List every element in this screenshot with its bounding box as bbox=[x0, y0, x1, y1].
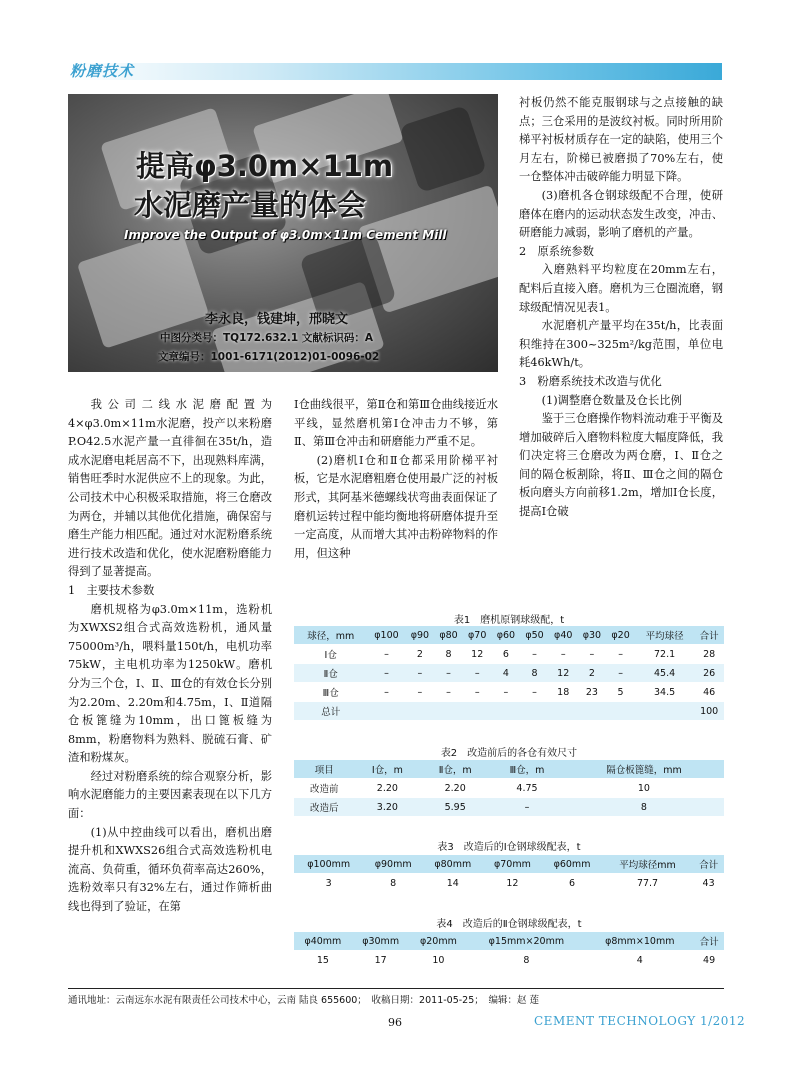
table-cell: 总计 bbox=[294, 702, 367, 721]
right-column-top bbox=[519, 94, 723, 522]
table-cell: 17 bbox=[352, 951, 410, 970]
table-cell: 改造后 bbox=[294, 798, 354, 817]
table-cell: 8 bbox=[564, 798, 724, 817]
table-cell: 3.20 bbox=[354, 798, 420, 817]
table-header-cell: φ30mm bbox=[352, 932, 410, 951]
table-cell: – bbox=[606, 664, 635, 683]
table-header-cell: 隔仓板篦缝，mm bbox=[564, 760, 724, 779]
article-title-en: Improve the Output of φ3.0m×11m Cement Mill bbox=[124, 228, 447, 242]
table-header-cell: 平均球径 bbox=[635, 626, 694, 645]
header-bar bbox=[68, 63, 722, 80]
table-header-row bbox=[294, 626, 724, 645]
footer-divider bbox=[68, 988, 724, 989]
table-cell: 10 bbox=[564, 779, 724, 798]
table-cell: 46 bbox=[694, 683, 724, 702]
table-cell: 2 bbox=[406, 645, 435, 664]
table-cell: – bbox=[492, 683, 521, 702]
table-header-cell: φ20mm bbox=[410, 932, 468, 951]
article-number: 文章编号：1001-6171(2012)01-0096-02 bbox=[158, 351, 380, 363]
table-cell: 8 bbox=[434, 645, 463, 664]
article-title-line2: 水泥磨产量的体会 bbox=[134, 188, 367, 222]
footer-note: 通讯地址：云南远东水泥有限责任公司技术中心，云南 陆良 655600； 收稿日期：2011-05-25； 编辑：赵 莲 bbox=[68, 995, 540, 1006]
classification-code: 中图分类号：TQ172.632.1 文献标识码：A bbox=[160, 332, 373, 344]
table-row bbox=[294, 951, 724, 970]
table4 bbox=[294, 932, 724, 970]
table-header-cell: φ8mm×10mm bbox=[585, 932, 694, 951]
table-header-cell: φ30 bbox=[578, 626, 607, 645]
table-cell: 100 bbox=[694, 702, 724, 721]
table-row bbox=[294, 664, 724, 683]
table-cell: 45.4 bbox=[635, 664, 694, 683]
table-header-cell: φ60mm bbox=[542, 855, 602, 874]
table-cell: 12 bbox=[549, 664, 578, 683]
paragraph: 水泥磨机产量平均在35t/h，比表面积维持在300~325m²/kg范围，单位电耗46kWh/t。 bbox=[519, 319, 723, 370]
table-header-cell: φ20 bbox=[606, 626, 635, 645]
table-cell: – bbox=[406, 664, 435, 683]
table-cell: 23 bbox=[578, 683, 607, 702]
table-header-cell: Ⅱ仓，m bbox=[420, 760, 490, 779]
table-cell: 49 bbox=[694, 951, 724, 970]
table-header-cell: φ40 bbox=[549, 626, 578, 645]
table-cell: 5 bbox=[606, 683, 635, 702]
table-cell: Ⅲ仓 bbox=[294, 683, 367, 702]
table-row bbox=[294, 702, 724, 721]
table2-caption: 表2 改造前后的各仓有效尺寸 bbox=[440, 748, 578, 759]
table-header-cell: 合计 bbox=[694, 626, 724, 645]
section-heading: 3 粉磨系统技术改造与优化 bbox=[519, 374, 662, 388]
table-cell: 12 bbox=[483, 874, 543, 893]
table-header-row bbox=[294, 760, 724, 779]
paragraph: 入磨熟料平均粒度在20mm左右，配料后直接入磨。磨机为三仓圈流磨，钢球级配情况见表1。 bbox=[519, 263, 723, 314]
paragraph: (1)从中控曲线可以看出，磨机出磨提升机和XWXS26组合式高效选粉机电流高、负荷重，循环负荷率高达260%，选粉效率只有32%左右，通过作筛析曲线也得到了验证，在第 bbox=[68, 825, 272, 914]
table-cell: 72.1 bbox=[635, 645, 694, 664]
table-cell: 8 bbox=[520, 664, 549, 683]
table-header-cell: φ70mm bbox=[483, 855, 543, 874]
table-cell: 14 bbox=[423, 874, 483, 893]
paragraph: (3)磨机各仓钢球级配不合理，使研磨体在磨内的运动状态发生改变，冲击、研磨能力减弱，影响了磨机的产量。 bbox=[519, 188, 723, 240]
table3 bbox=[294, 855, 724, 893]
table-cell: – bbox=[490, 798, 564, 817]
table-header-cell: φ15mm×20mm bbox=[467, 932, 585, 951]
table-cell: 18 bbox=[549, 683, 578, 702]
middle-column bbox=[294, 396, 498, 563]
table-cell: 2 bbox=[578, 664, 607, 683]
left-column bbox=[68, 396, 272, 917]
table-cell: Ⅰ仓 bbox=[294, 645, 367, 664]
table1 bbox=[294, 626, 724, 721]
paragraph: Ⅰ仓曲线很平，第Ⅱ仓和第Ⅲ仓曲线接近水平线，显然磨机第Ⅰ仓冲击力不够，第Ⅱ、第Ⅲ仓冲击和研磨能力严重不足。 bbox=[294, 398, 498, 449]
table-cell: Ⅱ仓 bbox=[294, 664, 367, 683]
table-header-row bbox=[294, 855, 724, 874]
table-cell: 77.7 bbox=[602, 874, 693, 893]
table-cell: 3 bbox=[294, 874, 363, 893]
table-cell: – bbox=[606, 645, 635, 664]
table-header-row bbox=[294, 932, 724, 951]
table-header-cell: 合计 bbox=[694, 932, 724, 951]
table-header-cell: 合计 bbox=[693, 855, 724, 874]
table-header-cell: φ100mm bbox=[294, 855, 363, 874]
table-cell: 43 bbox=[693, 874, 724, 893]
table-header-cell: 项目 bbox=[294, 760, 354, 779]
page-number: 96 bbox=[388, 1016, 402, 1029]
table-cell: 4 bbox=[585, 951, 694, 970]
table-row bbox=[294, 645, 724, 664]
table-row bbox=[294, 779, 724, 798]
table-cell: 6 bbox=[542, 874, 602, 893]
table-header-cell: Ⅰ仓，m bbox=[354, 760, 420, 779]
table-cell: 8 bbox=[363, 874, 423, 893]
table-cell: – bbox=[463, 664, 492, 683]
table-cell: 12 bbox=[463, 645, 492, 664]
table-header-cell: φ70 bbox=[463, 626, 492, 645]
table-header-cell: 平均球径mm bbox=[602, 855, 693, 874]
table-header-cell: φ90 bbox=[406, 626, 435, 645]
table-cell: 8 bbox=[467, 951, 585, 970]
table-header-cell: φ40mm bbox=[294, 932, 352, 951]
table-cell: – bbox=[549, 645, 578, 664]
table-cell: – bbox=[367, 664, 405, 683]
table-cell: 34.5 bbox=[635, 683, 694, 702]
table-header-cell: Ⅲ仓，m bbox=[490, 760, 564, 779]
section-title: 粉磨技术 bbox=[70, 62, 135, 80]
table-header-cell: 球径，mm bbox=[294, 626, 367, 645]
table-cell: – bbox=[434, 683, 463, 702]
table-cell: – bbox=[434, 664, 463, 683]
table-cell: 28 bbox=[694, 645, 724, 664]
table-cell: 15 bbox=[294, 951, 352, 970]
table-cell: – bbox=[578, 645, 607, 664]
section-heading: 1 主要技术参数 bbox=[68, 583, 155, 597]
table-cell: 10 bbox=[410, 951, 468, 970]
table-cell: – bbox=[367, 645, 405, 664]
table-cell: 5.95 bbox=[420, 798, 490, 817]
paragraph: 经过对粉磨系统的综合观察分析，影响水泥磨能力的主要因素表现在以下几方面： bbox=[68, 769, 272, 821]
table-cell: 2.20 bbox=[354, 779, 420, 798]
table-cell: 6 bbox=[492, 645, 521, 664]
table-cell: 2.20 bbox=[420, 779, 490, 798]
table-row bbox=[294, 798, 724, 817]
table-header-cell: φ100 bbox=[367, 626, 405, 645]
table-cell: 改造前 bbox=[294, 779, 354, 798]
table1-caption: 表1 磨机原钢球级配，t bbox=[453, 615, 565, 626]
authors: 李永良，钱建坤，邢晓文 bbox=[205, 312, 349, 327]
table-header-cell: φ60 bbox=[492, 626, 521, 645]
subsection-heading: (1)调整磨仓数量及仓长比例 bbox=[541, 393, 682, 407]
table-cell: – bbox=[520, 683, 549, 702]
article-title-line1: 提高φ3.0m×11m bbox=[136, 149, 394, 183]
table-row bbox=[294, 683, 724, 702]
table-cell: 4.75 bbox=[490, 779, 564, 798]
paragraph: (2)磨机Ⅰ仓和Ⅱ仓都采用阶梯平衬板，它是水泥磨粗磨仓使用最广泛的衬板形式，其阿基米德螺线状弯曲表面保证了磨机运转过程中能均衡地将研磨体提升至一定高度，从而增大其冲击粉碎物料的作用，但这种 bbox=[294, 453, 498, 560]
table-cell: – bbox=[406, 683, 435, 702]
paragraph: 我公司二线水泥磨配置为4×φ3.0m×11m水泥磨，投产以来粉磨P.O42.5水泥产量一直徘徊在35t/h，造成水泥磨电耗居高不下，出现熟料库满，销售旺季时水泥供应不上的现象。为此，公司技术中心积极采取措施，将三仓磨改为两仓，并辅以其他优化措施，确保窑与磨生产能力相匹配。通过对水泥粉磨系统进行技术改造和优化，使水泥磨粉磨能力得到了显著提高。 bbox=[68, 398, 272, 579]
table-cell: – bbox=[367, 683, 405, 702]
table-header-cell: φ80 bbox=[434, 626, 463, 645]
paragraph: 磨机规格为φ3.0m×11m，选粉机为XWXS2组合式高效选粉机，通风量75000m³/h，喂料量150t/h，电机功率75kW，主电机功率为1250kW。磨机分为三个仓，Ⅰ、Ⅱ、Ⅲ仓的有效仓长分别为2.20m、2.20m和4.75m，Ⅰ、Ⅱ道隔仓板篦缝为10mm，出口篦板缝为8mm，粉磨物料为熟料、脱硫石膏、矿渣和粉煤灰。 bbox=[68, 602, 272, 765]
table-header-cell: φ50 bbox=[520, 626, 549, 645]
table-cell: – bbox=[520, 645, 549, 664]
table-header-cell: φ80mm bbox=[423, 855, 483, 874]
paragraph: 鉴于三仓磨操作物料流动难于平衡及增加破碎后入磨物料粒度大幅度降低，我们决定将三仓磨改为两仓磨，Ⅰ、Ⅱ仓之间的隔仓板割除，将Ⅱ、Ⅲ仓之间的隔仓板向磨头方向前移1.2m，增加Ⅰ仓长度，提高Ⅰ仓破 bbox=[519, 412, 723, 519]
paragraph: 衬板仍然不能克服钢球与之点接触的缺点；三仓采用的是波纹衬板。同时所用阶梯平衬板材质存在一定的缺陷，使用三个月左右，阶梯已被磨损了70%左右，使一仓整体冲击破碎能力明显下降。 bbox=[519, 96, 723, 184]
table3-caption: 表3 改造后的Ⅰ仓钢球级配表，t bbox=[437, 842, 581, 853]
section-heading: 2 原系统参数 bbox=[519, 244, 594, 258]
table-cell: – bbox=[463, 683, 492, 702]
table4-caption: 表4 改造后的Ⅱ仓钢球级配表，t bbox=[436, 919, 582, 930]
table-cell: 26 bbox=[694, 664, 724, 683]
table-cell: 4 bbox=[492, 664, 521, 683]
table-header-cell: φ90mm bbox=[363, 855, 423, 874]
journal-name: CEMENT TECHNOLOGY 1/2012 bbox=[534, 1014, 746, 1028]
table-row bbox=[294, 874, 724, 893]
table2 bbox=[294, 760, 724, 817]
